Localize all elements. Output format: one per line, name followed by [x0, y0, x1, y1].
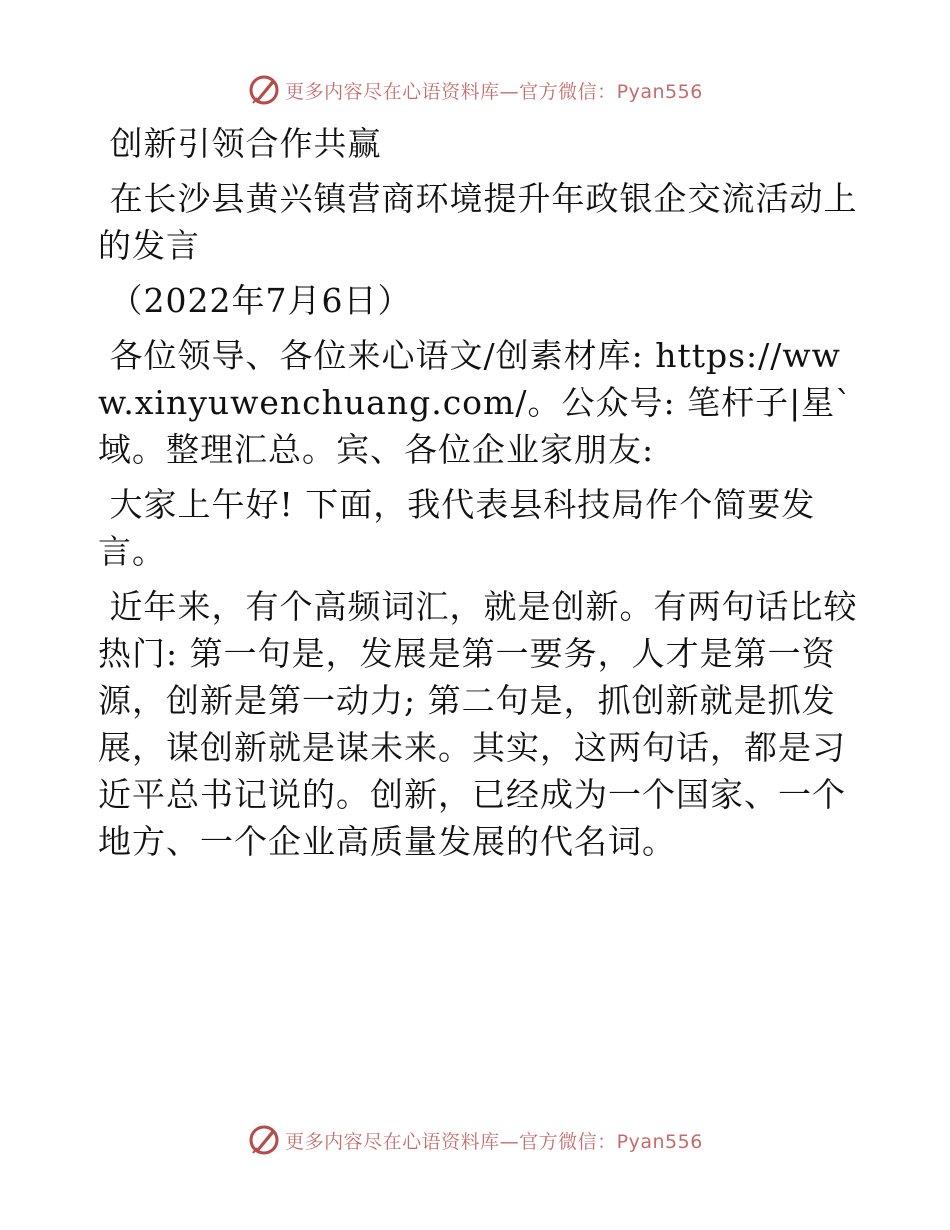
body-paragraph: 近年来，有个高频词汇，就是创新。有两句话比较热门: 第一句是，发展是第一要务，人才是第一资源，创新是第一动力; 第二句是，抓创新就是抓发展，谋创新就是谋未来。其实，这两句话，都是习近平总书记说的。创新，已经成为一个国家、一个地方、一个企业高质量发展的代名词。	[98, 587, 858, 861]
document-title: 创新引领合作共赢	[98, 124, 382, 163]
footer-banner-text: 更多内容尽在心语资料库—官方微信：Pyan556	[285, 1130, 703, 1153]
footer-banner	[0, 1120, 950, 1160]
document-date: （2022年7月6日）	[98, 281, 412, 320]
quill-pen-circle-icon	[247, 1123, 281, 1157]
document-body	[98, 120, 858, 873]
document-subtitle: 在长沙县黄兴镇营商环境提升年政银企交流活动上的发言	[98, 179, 858, 265]
header-banner-text: 更多内容尽在心语资料库—官方微信：Pyan556	[285, 80, 703, 103]
salutation-paragraph: 各位领导、各位来心语文/创素材库: https://www.xinyuwenchuang.com/。公众号: 笔杆子|星`域。整理汇总。宾、各位企业家朋友:	[98, 336, 853, 469]
header-banner	[0, 70, 950, 110]
quill-pen-circle-icon	[247, 73, 281, 107]
greeting-paragraph: 大家上午好! 下面，我代表县科技局作个简要发言。	[98, 485, 816, 571]
